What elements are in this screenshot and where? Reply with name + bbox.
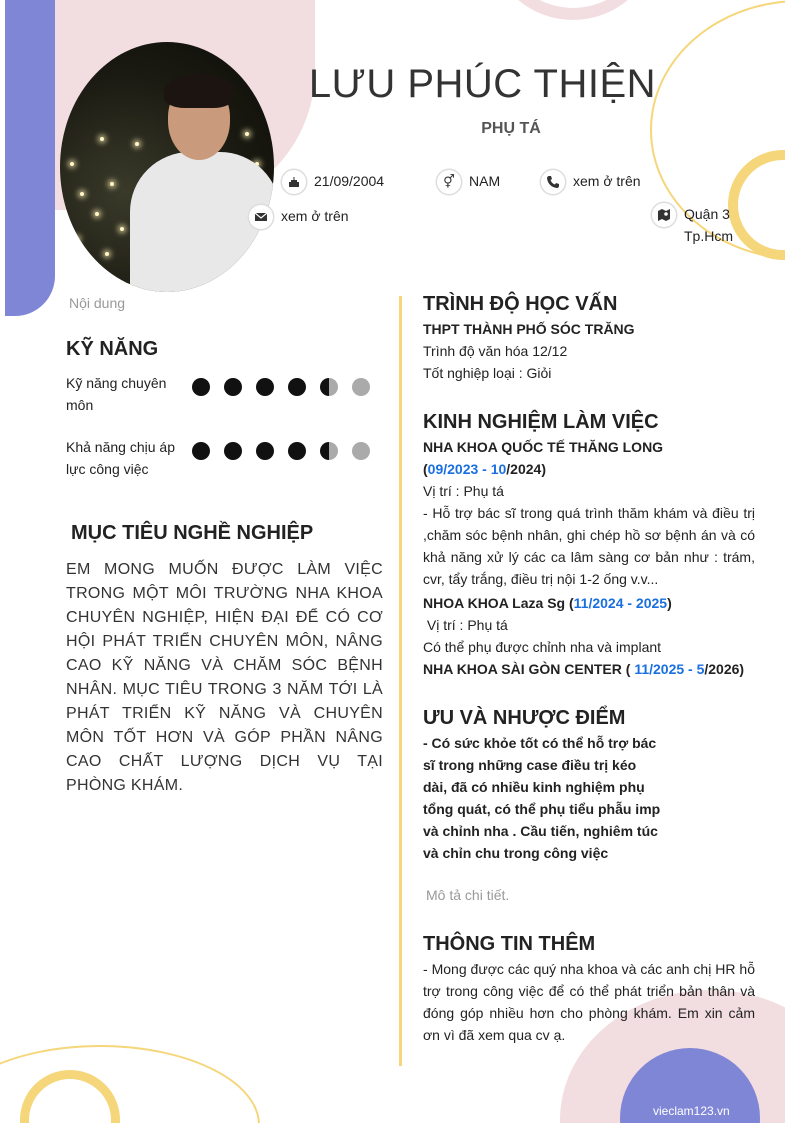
additional-info-title: THÔNG TIN THÊM — [423, 933, 596, 955]
career-goal-text: EM MONG MUỐN ĐƯỢC LÀM VIỆC TRONG MỘT MÔI TRƯỜNG NHA KHOA CHUYÊN NGHIỆP, HIỆN ĐẠI ĐỂ CÓ CƠ HỘI PHÁT TRIỂN CHUYÊN MÔN, NÂNG CAO KỸ NĂNG VÀ CHĂM SÓC BỆNH NHÂN. MỤC TIÊU TRONG 3 NĂM TỚI LÀ PHÁT TRIỂN KỸ NĂNG VÀ CHUYÊN MÔN TỐT HƠN VÀ GÓP PHẦN NÂNG CAO CHẤT LƯỢNG DỊCH VỤ TẠI PHÒNG KHÁM. — [66, 561, 383, 794]
skill-label: Kỹ năng chuyên môn — [66, 375, 167, 413]
info-phone — [541, 170, 641, 194]
phone-value: xem ở trên — [573, 173, 641, 189]
job-dates-range: 11/2024 - 2025 — [573, 595, 668, 611]
job-company: NHA KHOA QUỐC TẾ THĂNG LONG — [423, 439, 664, 455]
avatar-hair — [164, 74, 234, 108]
job-description: - Hỗ trợ bác sĩ trong quá trình thăm khám và điều trị ,chăm sóc bệnh nhân, ghi chép hồ sơ bệnh án và có khả năng xử lý các ca lâm sàng cơ bản như : trám, cvr, tẩy trắng, điều trị nội 1-2 ống v.v... — [423, 505, 755, 587]
address-line-1: Quận 3 — [684, 206, 730, 222]
candidate-name: LƯU PHÚC THIỆN — [308, 62, 657, 106]
rating-dot — [192, 442, 210, 460]
skill-item — [66, 436, 386, 480]
info-address — [652, 203, 752, 247]
rating-dot — [352, 378, 370, 396]
job-dates-end: /2024) — [506, 461, 546, 477]
info-dob — [282, 170, 384, 194]
job-dates — [423, 458, 755, 480]
description-placeholder: Mô tả chi tiết. — [426, 887, 510, 903]
rating-dot — [288, 442, 306, 460]
rating-dot — [320, 378, 338, 396]
job-company-name: NHA KHOA SÀI GÒN CENTER ( — [423, 661, 635, 677]
rating-dot — [288, 378, 306, 396]
skills-title: KỸ NĂNG — [66, 338, 159, 360]
rating-dot — [256, 442, 274, 460]
content-placeholder: Nội dung — [69, 295, 126, 311]
avatar — [60, 42, 274, 292]
address-line-2: Tp.Hcm — [684, 228, 733, 244]
job-company — [423, 592, 755, 614]
gender-value: NAM — [469, 173, 501, 189]
candidate-position: PHỤ TÁ — [481, 120, 541, 137]
info-gender — [437, 170, 500, 194]
education-line: Tốt nghiệp loại : Giỏi — [423, 365, 552, 381]
rating-dot — [320, 442, 338, 460]
rating-dot — [352, 442, 370, 460]
phone-icon — [541, 170, 565, 194]
job-dates-end: /2026) — [704, 661, 745, 677]
mail-icon — [249, 205, 273, 229]
skill-rating — [192, 378, 384, 396]
additional-info-text: - Mong được các quý nha khoa và các anh chị HR hỗ trợ trong công việc để có thể phát triển bản thân và đóng góp nhiều hơn cho phòng khám. Em xin cảm ơn vì đã xem qua cv ạ. — [423, 961, 755, 1043]
skill-label: Khả năng chịu áp lực công việc — [66, 439, 175, 477]
column-divider — [399, 296, 402, 1066]
map-icon — [652, 203, 676, 227]
education-school: THPT THÀNH PHỐ SÓC TRĂNG — [423, 321, 635, 337]
pros-cons-title: ƯU VÀ NHƯỢC ĐIỂM — [423, 707, 626, 729]
rating-dot — [224, 442, 242, 460]
experience-title: KINH NGHIỆM LÀM VIỆC — [423, 411, 659, 433]
job-dates-open: ( — [423, 461, 428, 477]
job-dates-range: 11/2025 - 5 — [634, 661, 705, 677]
education-block — [423, 318, 755, 384]
address-value — [684, 203, 733, 247]
footer-brand: vieclam123.vn — [653, 1104, 730, 1118]
education-line: Trình độ văn hóa 12/12 — [423, 343, 568, 359]
email-value: xem ở trên — [281, 208, 349, 224]
pros-cons-text: - Có sức khỏe tốt có thể hỗ trợ bác sĩ trong những case điều trị kéo dài, đã có nhiều kinh nghiệm phụ tổng quát, có thể phụ tiểu phẫu imp và chỉnh nha . Cầu tiến, nghiêm túc và chỉn chu trong công việc — [423, 735, 661, 861]
rating-dot — [224, 378, 242, 396]
education-title: TRÌNH ĐỘ HỌC VẤN — [423, 293, 618, 315]
job-company — [423, 658, 755, 680]
dob-value: 21/09/2004 — [314, 173, 385, 189]
info-email — [249, 205, 349, 229]
job-dates-close: ) — [667, 595, 672, 611]
rating-dot — [256, 378, 274, 396]
pink-ring-decoration — [488, 0, 658, 20]
job-company-name: NHOA KHOA Laza Sg ( — [423, 595, 574, 611]
job-role: Vị trí : Phụ tá — [423, 483, 504, 499]
job-dates-range: 09/2023 - 10 — [427, 461, 507, 477]
experience-block — [423, 436, 755, 680]
blue-side-bar-decoration — [5, 0, 55, 316]
career-goal-title: MỤC TIÊU NGHỀ NGHIỆP — [71, 522, 314, 544]
rating-dot — [192, 378, 210, 396]
skill-item — [66, 372, 386, 416]
gender-icon: ⚥ — [437, 170, 461, 194]
job-role: Vị trí : Phụ tá — [423, 617, 508, 633]
cake-icon — [282, 170, 306, 194]
job-description: Có thể phụ được chỉnh nha và implant — [423, 639, 662, 655]
skill-rating — [192, 442, 384, 460]
